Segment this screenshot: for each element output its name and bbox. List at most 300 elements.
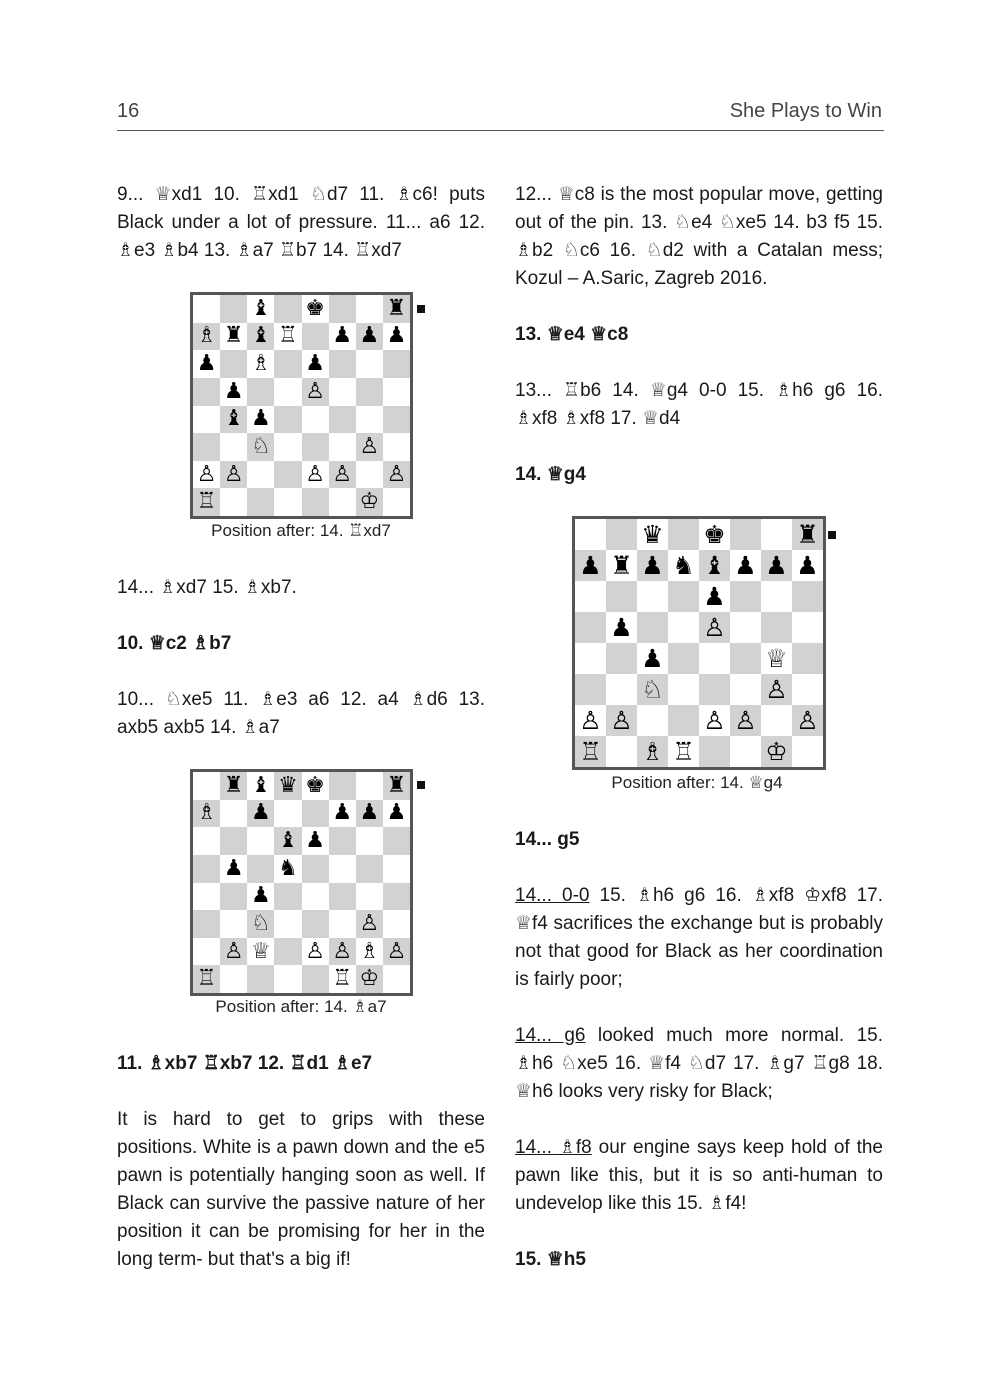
- board-square: [302, 378, 329, 406]
- black-bishop-icon: ♝: [250, 772, 271, 798]
- board-square: [668, 643, 699, 674]
- board-square: [761, 519, 792, 550]
- board-square: [329, 323, 356, 351]
- board-square: [274, 406, 301, 434]
- paragraph: [515, 1022, 883, 1106]
- board-square: [383, 827, 410, 855]
- board-square: [329, 295, 356, 323]
- board-square: [606, 736, 637, 767]
- main-line-move: 13. ♕e4 ♕c8: [515, 324, 629, 345]
- board-square: [383, 883, 410, 911]
- board-square: [637, 674, 668, 705]
- black-pawn-icon: ♟: [196, 351, 217, 377]
- board-square: [730, 736, 761, 767]
- board-square: [193, 378, 220, 406]
- board-square: [247, 855, 274, 883]
- board-square: [274, 855, 301, 883]
- black-pawn-icon: ♟: [796, 551, 819, 580]
- board-square: [668, 612, 699, 643]
- board-square: [383, 323, 410, 351]
- board-square: [637, 581, 668, 612]
- white-pawn-icon: ♙: [796, 706, 819, 735]
- black-pawn-icon: ♟: [332, 800, 353, 826]
- board-square: [792, 612, 823, 643]
- board-square: [383, 772, 410, 800]
- board-square: [575, 643, 606, 674]
- black-pawn-icon: ♟: [359, 323, 380, 349]
- black-queen-icon: ♛: [641, 520, 664, 549]
- white-pawn-icon: ♙: [305, 378, 325, 404]
- white-pawn-icon: ♙: [703, 613, 726, 642]
- black-pawn-icon: ♟: [250, 883, 271, 909]
- board-square: [302, 910, 329, 938]
- board-square: [730, 581, 761, 612]
- black-pawn-icon: ♟: [579, 551, 602, 580]
- board-square: [383, 406, 410, 434]
- board-square: [575, 736, 606, 767]
- black-pawn-icon: ♟: [641, 551, 664, 580]
- board-square: [193, 295, 220, 323]
- black-bishop-icon: ♝: [278, 828, 298, 854]
- white-king-icon: ♔: [359, 489, 380, 515]
- board-square: [575, 581, 606, 612]
- board-square: [668, 581, 699, 612]
- board-square: [356, 488, 383, 516]
- book-title: She Plays to Win: [729, 100, 882, 122]
- board-square: [730, 674, 761, 705]
- black-king-icon: ♚: [305, 295, 325, 321]
- white-pawn-icon: ♙: [305, 938, 325, 964]
- board-square: [274, 323, 301, 351]
- board-square: [637, 612, 668, 643]
- board-square: [383, 350, 410, 378]
- variation-lead: 14... 0-0: [515, 885, 590, 906]
- board-square: [383, 938, 410, 966]
- diagram-caption: Position after: 14. ♖xd7: [211, 521, 391, 540]
- board-square: [575, 550, 606, 581]
- board-square: [356, 910, 383, 938]
- white-queen-icon: ♕: [250, 938, 271, 964]
- board-square: [637, 705, 668, 736]
- board-square: [761, 674, 792, 705]
- board-square: [247, 350, 274, 378]
- black-bishop-icon: ♝: [703, 551, 726, 580]
- board-square: [606, 643, 637, 674]
- board-square: [730, 612, 761, 643]
- board-square: [637, 519, 668, 550]
- board-square: [637, 643, 668, 674]
- variation-text: our engine says keep hold of the pawn like this, but it is so anti-human to undevelop like this 15. ♗f4!: [515, 1137, 883, 1214]
- white-pawn-icon: ♙: [579, 706, 602, 735]
- white-king-icon: ♔: [359, 966, 380, 992]
- black-rook-icon: ♜: [610, 551, 633, 580]
- board-square: [792, 736, 823, 767]
- board-square: [699, 705, 730, 736]
- board-square: [274, 965, 301, 993]
- board-square: [383, 488, 410, 516]
- board-square: [220, 965, 247, 993]
- board-square: [575, 705, 606, 736]
- black-king-icon: ♚: [305, 772, 325, 798]
- paragraph: 9... ♕xd1 10. ♖xd1 ♘d7 11. ♗c6! puts Black under a lot of pressure. 11... a6 12. ♗e3 ♗b4 13. ♗a7 ♖b7 14. ♖xd7: [117, 184, 485, 261]
- board-square: [220, 461, 247, 489]
- board-square: [730, 705, 761, 736]
- board-square: [193, 350, 220, 378]
- board-square: [193, 827, 220, 855]
- board-square: [356, 772, 383, 800]
- white-rook-icon: ♖: [579, 737, 602, 766]
- board-square: [193, 965, 220, 993]
- black-pawn-icon: ♟: [223, 378, 244, 404]
- board-square: [356, 938, 383, 966]
- board-square: [302, 323, 329, 351]
- board-square: [329, 938, 356, 966]
- board-square: [247, 965, 274, 993]
- board-square: [383, 461, 410, 489]
- board-square: [247, 938, 274, 966]
- white-rook-icon: ♖: [278, 323, 298, 349]
- board-square: [356, 883, 383, 911]
- black-bishop-icon: ♝: [250, 295, 271, 321]
- black-rook-icon: ♜: [223, 772, 244, 798]
- board-square: [220, 772, 247, 800]
- board-square: [668, 519, 699, 550]
- black-rook-icon: ♜: [386, 295, 407, 321]
- paragraph: [515, 1134, 883, 1218]
- main-line-move: 15. ♕h5: [515, 1249, 586, 1270]
- white-rook-icon: ♖: [672, 737, 695, 766]
- board-square: [761, 612, 792, 643]
- board-square: [247, 800, 274, 828]
- board-square: [356, 295, 383, 323]
- board-square: [383, 965, 410, 993]
- board-square: [302, 800, 329, 828]
- board-square: [792, 643, 823, 674]
- board-square: [302, 883, 329, 911]
- board-square: [329, 488, 356, 516]
- white-pawn-icon: ♙: [386, 938, 407, 964]
- board-square: [637, 736, 668, 767]
- board-square: [220, 295, 247, 323]
- board-square: [247, 772, 274, 800]
- board-square: [220, 350, 247, 378]
- board-square: [792, 674, 823, 705]
- board-square: [356, 433, 383, 461]
- white-rook-icon: ♖: [196, 489, 217, 515]
- board-square: [329, 910, 356, 938]
- board-square: [302, 855, 329, 883]
- white-pawn-icon: ♙: [610, 706, 633, 735]
- black-pawn-icon: ♟: [250, 800, 271, 826]
- main-line-move: 14. ♕g4: [515, 464, 586, 485]
- black-pawn-icon: ♟: [305, 828, 325, 854]
- black-pawn-icon: ♟: [223, 855, 244, 881]
- board-square: [302, 827, 329, 855]
- board-square: [302, 461, 329, 489]
- board-square: [329, 378, 356, 406]
- white-king-icon: ♔: [765, 737, 788, 766]
- white-pawn-icon: ♙: [359, 433, 380, 459]
- board-square: [193, 883, 220, 911]
- black-knight-icon: ♞: [278, 855, 298, 881]
- white-pawn-icon: ♙: [734, 706, 757, 735]
- board-square: [247, 406, 274, 434]
- board-square: [220, 855, 247, 883]
- board-square: [699, 736, 730, 767]
- board-square: [383, 800, 410, 828]
- board-square: [699, 612, 730, 643]
- board-square: [220, 323, 247, 351]
- black-pawn-icon: ♟: [734, 551, 757, 580]
- board-square: [730, 519, 761, 550]
- white-bishop-icon: ♗: [250, 351, 271, 377]
- black-pawn-icon: ♟: [386, 323, 407, 349]
- board-square: [329, 433, 356, 461]
- variation-text: 15. ♗h6 g6 16. ♗xf8 ♔xf8 17. ♕f4 sacrifices the exchange but is probably not that good for Black as her coordination is fairly poor;: [515, 885, 883, 990]
- board-square: [329, 406, 356, 434]
- white-pawn-icon: ♙: [359, 910, 380, 936]
- white-bishop-icon: ♗: [196, 323, 217, 349]
- board-square: [302, 772, 329, 800]
- board-square: [220, 378, 247, 406]
- black-bishop-icon: ♝: [223, 406, 244, 432]
- board-square: [356, 855, 383, 883]
- board-square: [792, 705, 823, 736]
- board-square: [575, 674, 606, 705]
- board-square: [274, 488, 301, 516]
- board-square: [274, 378, 301, 406]
- board-square: [383, 855, 410, 883]
- board-square: [383, 295, 410, 323]
- board-square: [193, 488, 220, 516]
- black-pawn-icon: ♟: [703, 582, 726, 611]
- page-header: [117, 96, 884, 131]
- diagram-caption: Position after: 14. ♗a7: [215, 997, 387, 1016]
- white-bishop-icon: ♗: [641, 737, 664, 766]
- white-knight-icon: ♘: [250, 433, 271, 459]
- board-square: [792, 550, 823, 581]
- board-square: [761, 736, 792, 767]
- board-square: [356, 406, 383, 434]
- black-pawn-icon: ♟: [386, 800, 407, 826]
- paragraph: 10... ♘xe5 11. ♗e3 a6 12. a4 ♗d6 13. axb5 axb5 14. ♗a7: [117, 689, 485, 738]
- black-rook-icon: ♜: [386, 772, 407, 798]
- paragraph: [515, 882, 883, 994]
- board-square: [383, 910, 410, 938]
- black-pawn-icon: ♟: [610, 613, 633, 642]
- board-square: [193, 433, 220, 461]
- main-line-move: 14... g5: [515, 829, 580, 850]
- board-square: [274, 295, 301, 323]
- black-pawn-icon: ♟: [359, 800, 380, 826]
- board-square: [302, 295, 329, 323]
- white-pawn-icon: ♙: [765, 675, 788, 704]
- board-square: [761, 581, 792, 612]
- board-square: [329, 965, 356, 993]
- board-square: [274, 433, 301, 461]
- board-square: [220, 827, 247, 855]
- board-square: [274, 883, 301, 911]
- board-square: [329, 772, 356, 800]
- board-square: [699, 581, 730, 612]
- black-pawn-icon: ♟: [332, 323, 353, 349]
- white-pawn-icon: ♙: [223, 461, 244, 487]
- board-square: [274, 827, 301, 855]
- board-square: [668, 674, 699, 705]
- paragraph: 14... ♗xd7 15. ♗xb7.: [117, 577, 297, 598]
- white-pawn-icon: ♙: [332, 938, 353, 964]
- board-square: [730, 643, 761, 674]
- chess-diagram: [572, 516, 826, 770]
- board-square: [356, 461, 383, 489]
- board-square: [699, 519, 730, 550]
- board-square: [575, 612, 606, 643]
- board-square: [761, 550, 792, 581]
- board-square: [247, 323, 274, 351]
- board-square: [637, 550, 668, 581]
- white-knight-icon: ♘: [250, 910, 271, 936]
- board-square: [383, 433, 410, 461]
- main-line-move: 11. ♗xb7 ♖xb7 12. ♖d1 ♗e7: [117, 1053, 373, 1074]
- board-square: [329, 855, 356, 883]
- board-square: [274, 350, 301, 378]
- board-square: [247, 378, 274, 406]
- paragraph: It is hard to get to grips with these positions. White is a pawn down and the e5 pawn is potentially hanging soon as well. If Black can survive the passive nature of her position it can be promising for her in the long term- but that's a big if!: [117, 1109, 485, 1270]
- board-square: [356, 350, 383, 378]
- diagram-caption: Position after: 14. ♕g4: [611, 773, 783, 792]
- variation-text: looked much more normal. 15. ♗h6 ♘xe5 16. ♕f4 ♘d7 17. ♗g7 ♖g8 18. ♕h6 looks very risky for Black;: [515, 1025, 883, 1102]
- white-rook-icon: ♖: [196, 966, 217, 992]
- board-square: [356, 323, 383, 351]
- board-square: [302, 965, 329, 993]
- board-square: [193, 910, 220, 938]
- black-rook-icon: ♜: [223, 323, 244, 349]
- board-square: [247, 461, 274, 489]
- board-square: [247, 433, 274, 461]
- white-pawn-icon: ♙: [703, 706, 726, 735]
- white-pawn-icon: ♙: [305, 461, 325, 487]
- board-square: [329, 800, 356, 828]
- board-square: [220, 910, 247, 938]
- board-square: [302, 938, 329, 966]
- white-pawn-icon: ♙: [196, 461, 217, 487]
- board-square: [193, 406, 220, 434]
- board-square: [247, 883, 274, 911]
- board-square: [699, 674, 730, 705]
- black-pawn-icon: ♟: [765, 551, 788, 580]
- board-square: [792, 581, 823, 612]
- white-pawn-icon: ♙: [386, 461, 407, 487]
- white-bishop-icon: ♗: [196, 800, 217, 826]
- board-square: [247, 910, 274, 938]
- board-square: [302, 433, 329, 461]
- board-square: [220, 433, 247, 461]
- board-square: [193, 461, 220, 489]
- variation-lead: 14... g6: [515, 1025, 586, 1046]
- black-bishop-icon: ♝: [250, 323, 271, 349]
- board-square: [761, 643, 792, 674]
- main-line-move: 10. ♕c2 ♗b7: [117, 633, 232, 654]
- board-square: [193, 323, 220, 351]
- board-square: [193, 772, 220, 800]
- board-square: [274, 938, 301, 966]
- board-square: [247, 488, 274, 516]
- board-square: [761, 705, 792, 736]
- black-king-icon: ♚: [703, 520, 726, 549]
- board-square: [606, 550, 637, 581]
- board-square: [220, 488, 247, 516]
- board-square: [699, 643, 730, 674]
- board-square: [356, 827, 383, 855]
- white-bishop-icon: ♗: [359, 938, 380, 964]
- paragraph: 13... ♖b6 14. ♕g4 0-0 15. ♗h6 g6 16. ♗xf8 ♗xf8 17. ♕d4: [515, 380, 883, 429]
- board-square: [302, 488, 329, 516]
- paragraph: 12... ♕c8 is the most popular move, getting out of the pin. 13. ♘e4 ♘xe5 14. b3 f5 15. ♗b2 ♘c6 16. ♘d2 with a Catalan mess; Kozul – A.Saric, Zagreb 2016.: [515, 184, 883, 289]
- black-pawn-icon: ♟: [250, 406, 271, 432]
- board-square: [220, 938, 247, 966]
- white-knight-icon: ♘: [641, 675, 664, 704]
- board-square: [668, 736, 699, 767]
- board-square: [730, 550, 761, 581]
- board-square: [792, 519, 823, 550]
- board-square: [220, 883, 247, 911]
- variation-lead: 14... ♗f8: [515, 1137, 592, 1158]
- board-square: [274, 800, 301, 828]
- board-square: [329, 827, 356, 855]
- chess-diagram: [190, 769, 413, 996]
- board-square: [193, 855, 220, 883]
- board-square: [356, 800, 383, 828]
- board-square: [274, 461, 301, 489]
- board-square: [668, 705, 699, 736]
- board-square: [356, 965, 383, 993]
- black-pawn-icon: ♟: [641, 644, 664, 673]
- white-queen-icon: ♕: [765, 644, 788, 673]
- board-square: [575, 519, 606, 550]
- board-square: [329, 461, 356, 489]
- board-square: [220, 800, 247, 828]
- board-square: [356, 378, 383, 406]
- black-to-move-marker: [417, 305, 425, 313]
- black-knight-icon: ♞: [672, 551, 695, 580]
- board-square: [606, 674, 637, 705]
- black-to-move-marker: [828, 531, 836, 539]
- board-square: [274, 910, 301, 938]
- board-square: [383, 378, 410, 406]
- white-rook-icon: ♖: [332, 966, 353, 992]
- board-square: [193, 800, 220, 828]
- board-square: [274, 772, 301, 800]
- board-square: [220, 406, 247, 434]
- page-number: 16: [117, 100, 140, 122]
- board-square: [668, 550, 699, 581]
- black-queen-icon: ♛: [278, 772, 298, 798]
- white-pawn-icon: ♙: [332, 461, 353, 487]
- board-square: [302, 350, 329, 378]
- board-square: [606, 581, 637, 612]
- board-square: [606, 519, 637, 550]
- black-pawn-icon: ♟: [305, 351, 325, 377]
- board-square: [606, 705, 637, 736]
- board-square: [699, 550, 730, 581]
- board-square: [302, 406, 329, 434]
- board-square: [329, 883, 356, 911]
- board-square: [193, 938, 220, 966]
- black-rook-icon: ♜: [796, 520, 819, 549]
- white-pawn-icon: ♙: [223, 938, 244, 964]
- board-square: [329, 350, 356, 378]
- board-square: [606, 612, 637, 643]
